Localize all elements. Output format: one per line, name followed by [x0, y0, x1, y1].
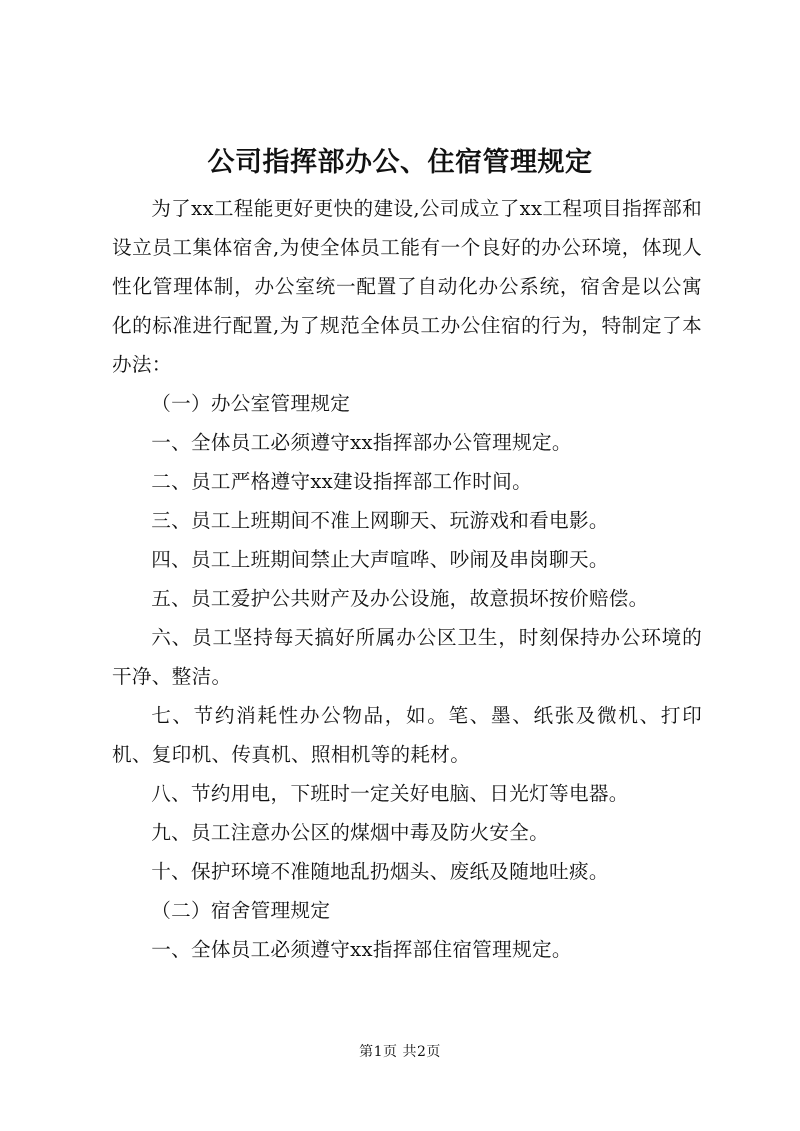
section-heading-office: （一）办公室管理规定 — [151, 392, 351, 415]
intro-paragraph: 为了xx工程能更好更快的建设,公司成立了xx工程项目指挥部和设立员工集体宿舍,为使全体员工能有一个良好的办公环境，体现人性化管理体制，办公室统一配置了自动化办公系统，宿舍是以公寓化的标准进行配置,为了规范全体员工办公住宿的行为，特制定了本办法： — [112, 197, 702, 376]
document-title: 公司指挥部办公、住宿管理规定 — [207, 147, 593, 178]
office-rule-3: 三、员工上班期间不准上网聊天、玩游戏和看电影。 — [151, 509, 609, 532]
office-rule-2: 二、员工严格遵守xx建设指挥部工作时间。 — [151, 470, 532, 493]
office-rule-10: 十、保护环境不准随地乱扔烟头、废纸及随地吐痰。 — [151, 860, 609, 883]
section-heading-dormitory: （二）宿舍管理规定 — [151, 899, 331, 922]
dorm-rule-1: 一、全体员工必须遵守xx指挥部住宿管理规定。 — [151, 938, 572, 961]
office-rule-7: 七、节约消耗性办公物品，如。笔、墨、纸张及微机、打印机、复印机、传真机、照相机等的耗材。 — [112, 704, 702, 766]
office-rule-1: 一、全体员工必须遵守xx指挥部办公管理规定。 — [151, 431, 572, 454]
page-number-footer: 第1页 共2页 — [359, 1044, 441, 1060]
office-rule-4: 四、员工上班期间禁止大声喧哗、吵闹及串岗聊天。 — [151, 548, 609, 571]
office-rule-9: 九、员工注意办公区的煤烟中毒及防火安全。 — [151, 821, 550, 844]
office-rule-8: 八、节约用电，下班时一定关好电脑、日光灯等电器。 — [151, 782, 629, 805]
document-body — [112, 189, 702, 969]
office-rule-6: 六、员工坚持每天搞好所属办公区卫生，时刻保持办公环境的干净、整洁。 — [112, 626, 702, 688]
office-rule-5: 五、员工爱护公共财产及办公设施，故意损坏按价赔偿。 — [151, 587, 649, 610]
